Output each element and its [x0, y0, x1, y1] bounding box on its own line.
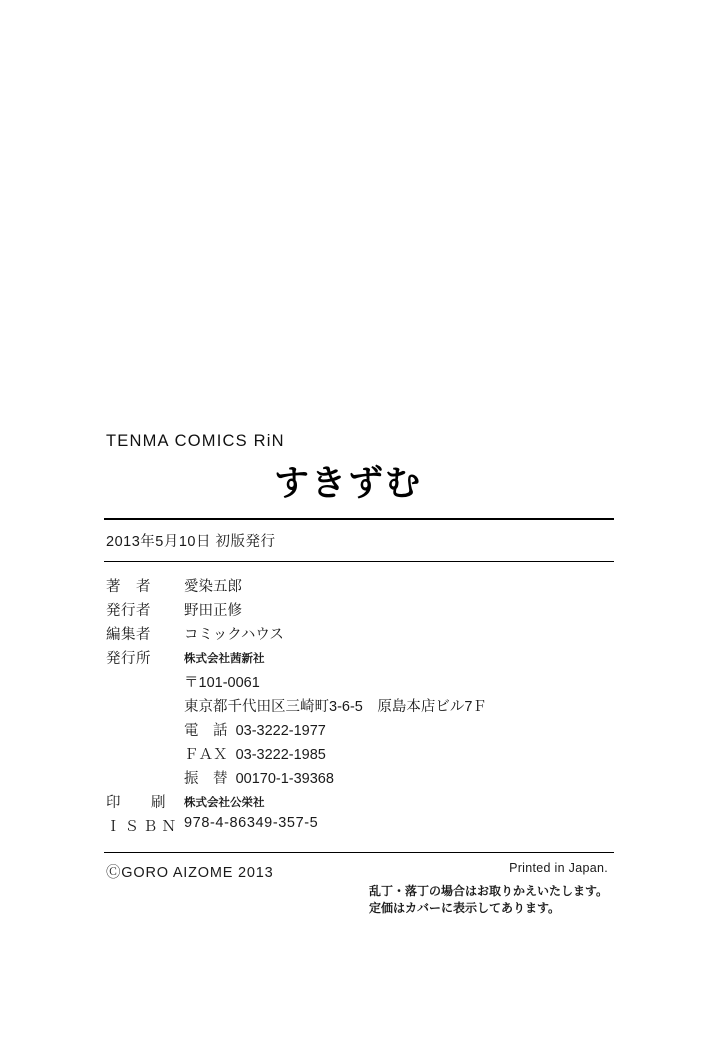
address-row — [106, 670, 487, 694]
contact-furikae-value: 00170-1-39368 — [235, 771, 334, 787]
contact-phone-label: 電 話 — [184, 723, 228, 739]
contact-phone-value: 03-3222-1977 — [235, 723, 326, 739]
divider-top — [104, 518, 614, 520]
footer — [104, 861, 614, 921]
contact-spacer — [106, 742, 184, 766]
printed-in-japan: Printed in Japan. — [509, 860, 608, 875]
credit-label: 著 者 — [106, 579, 151, 595]
series-label: TENMA COMICS RiN — [106, 432, 285, 450]
credit-row — [106, 622, 487, 646]
notice-line-1: 乱丁・落丁の場合はお取りかえいたします。 — [368, 883, 608, 898]
publication-date: 2013年5月10日 初版発行 — [106, 533, 276, 550]
printer-value: 株式会社公栄社 — [184, 796, 265, 809]
credit-label: 編集者 — [106, 627, 151, 643]
credit-label: 発行者 — [106, 603, 151, 619]
contact-spacer — [106, 766, 184, 790]
isbn-label: ＩＳＢＮ — [106, 819, 180, 835]
contact-row — [106, 742, 487, 766]
address-spacer — [106, 694, 184, 718]
divider-under-date — [104, 561, 614, 562]
credit-value: 愛染五郎 — [184, 579, 242, 595]
credit-row — [106, 574, 487, 598]
contact-row — [106, 766, 487, 790]
isbn-value: 978-4-86349-357-5 — [184, 815, 319, 831]
printer-row — [106, 790, 487, 814]
credit-row — [106, 598, 487, 622]
isbn-row — [106, 814, 487, 838]
notices-block — [369, 883, 608, 918]
contact-furikae — [184, 766, 487, 790]
contact-phone — [184, 718, 487, 742]
credit-row — [106, 646, 487, 670]
address-spacer — [106, 670, 184, 694]
divider-bottom — [104, 852, 614, 853]
book-title: すきずむ — [274, 464, 423, 503]
credit-value: 野田正修 — [184, 603, 242, 619]
copyright-notice: ⒸGORO AIZOME 2013 — [106, 864, 274, 881]
credits-table — [106, 574, 487, 838]
contact-spacer — [106, 718, 184, 742]
postal-code: 〒101-0061 — [184, 675, 260, 691]
printer-label: 印 刷 — [106, 795, 174, 811]
address-row — [106, 694, 487, 718]
contact-fax-value: 03-3222-1985 — [235, 747, 326, 763]
credit-value: コミックハウス — [184, 627, 284, 643]
contact-fax-label: ＦＡＸ — [184, 747, 228, 763]
colophon-block — [104, 432, 614, 921]
contact-furikae-label: 振 替 — [184, 771, 228, 787]
notice-line-2: 定価はカバーに表示してあります。 — [368, 900, 560, 915]
credit-label: 発行所 — [106, 651, 151, 667]
contact-row — [106, 718, 487, 742]
contact-fax — [184, 742, 487, 766]
credit-value: 株式会社茜新社 — [184, 652, 265, 665]
street-address: 東京都千代田区三崎町3-6-5 原島本店ビル7Ｆ — [184, 699, 487, 715]
